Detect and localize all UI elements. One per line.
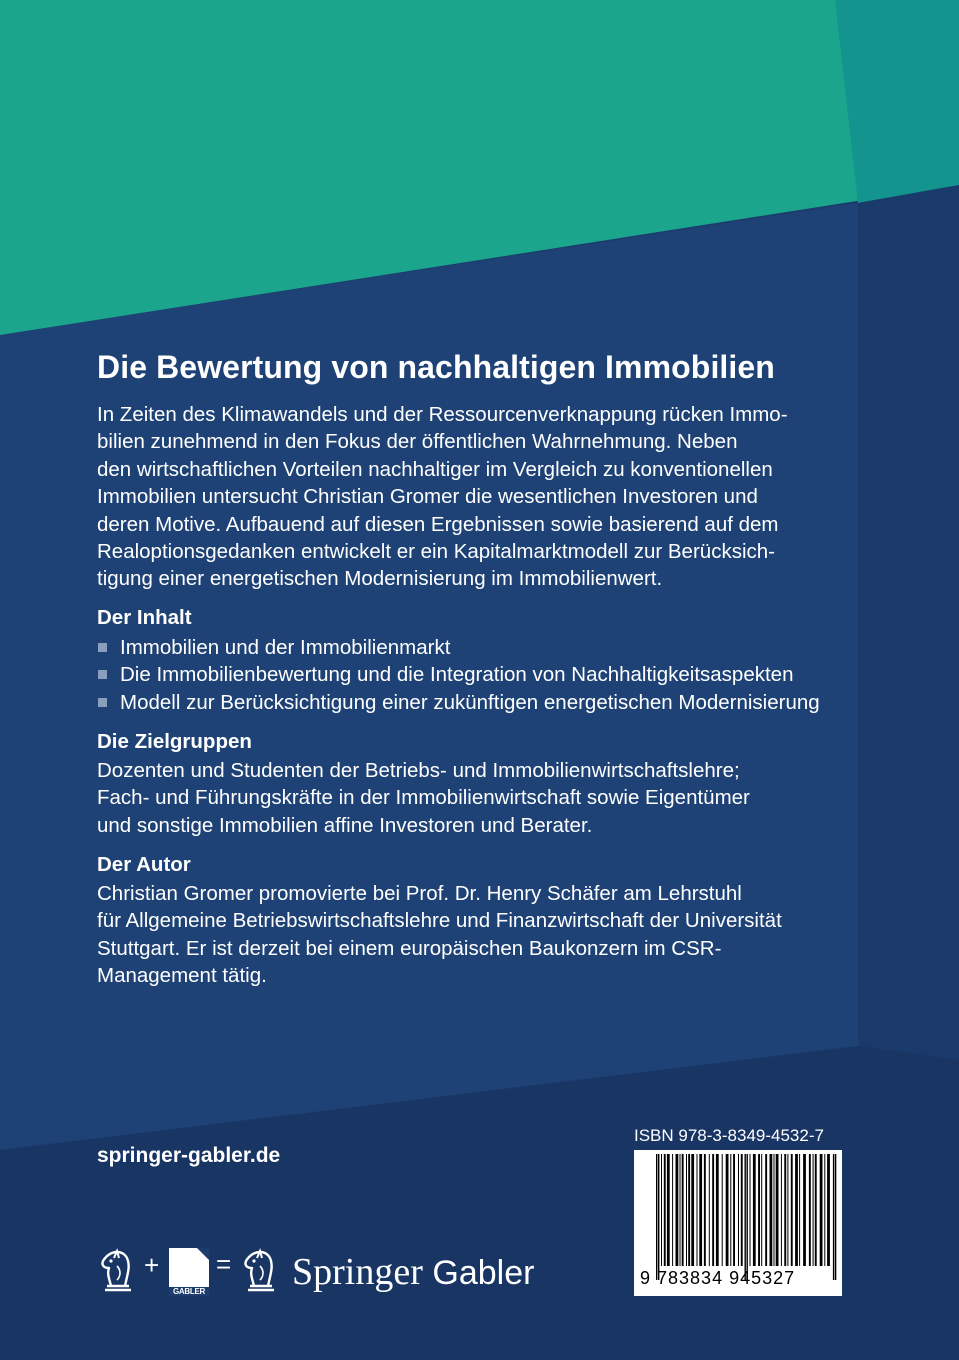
barcode-bar — [664, 1154, 666, 1266]
barcode-bar — [791, 1154, 793, 1266]
barcode-bar — [722, 1154, 723, 1266]
navy-top-right-panel — [858, 185, 959, 1060]
autor-heading: Der Autor — [97, 853, 191, 876]
autor-paragraph — [97, 880, 782, 990]
autor-line: Stuttgart. Er ist derzeit bei einem europäischen Baukonzern im CSR- — [97, 936, 722, 960]
barcode-bar — [676, 1154, 679, 1266]
autor-line: Christian Gromer promovierte bei Prof. Dr. Henry Schäfer am Lehrstuhl — [97, 882, 742, 905]
inhalt-item — [97, 661, 820, 688]
barcode-bar — [753, 1154, 756, 1266]
inhalt-item — [97, 689, 820, 716]
gabler-logo-label: GABLER — [169, 1287, 209, 1296]
barcode-bar — [661, 1154, 662, 1266]
barcode-bar — [688, 1154, 690, 1266]
zielgruppen-line: und sonstige Immobilien affine Investoren und Berater. — [97, 813, 593, 837]
barcode-bar — [827, 1154, 830, 1266]
springer-knight-icon — [97, 1246, 139, 1296]
isbn-label: ISBN 978-3-8349-4532-7 — [634, 1126, 824, 1145]
inhalt-item — [97, 634, 820, 661]
equals-sign: = — [216, 1249, 232, 1279]
barcode-bar — [758, 1154, 760, 1266]
intro-line: deren Motive. Aufbauend auf diesen Ergebnissen sowie basierend auf dem — [97, 512, 779, 536]
springer-gabler-knight-icon — [240, 1246, 282, 1296]
barcode-bar — [803, 1154, 806, 1266]
barcode-guard-bar — [747, 1154, 748, 1280]
barcode-bar — [787, 1154, 788, 1266]
barcode-bar — [733, 1154, 735, 1266]
barcode-bar — [686, 1154, 687, 1266]
barcode-bar — [680, 1154, 681, 1266]
barcode-bar — [813, 1154, 814, 1266]
wordmark-springer: Springer — [292, 1251, 423, 1293]
barcode-guard-bar — [833, 1154, 834, 1280]
barcode-bar — [761, 1154, 762, 1266]
barcode-bar — [697, 1154, 698, 1266]
barcode — [634, 1150, 842, 1296]
barcode-bar — [691, 1154, 694, 1266]
barcode-bar — [712, 1154, 714, 1266]
autor-line: für Allgemeine Betriebswirtschaftslehre und Finanzwirtschaft der Universität — [97, 909, 782, 933]
gabler-logo-corner — [197, 1248, 209, 1260]
barcode-bar — [667, 1154, 670, 1266]
intro-paragraph — [97, 401, 788, 593]
zielgruppen-heading: Die Zielgruppen — [97, 730, 252, 753]
barcode-guard-bar — [745, 1154, 746, 1280]
book-title: Die Bewertung von nachhaltigen Immobilien — [97, 349, 775, 385]
barcode-guard-bar — [658, 1154, 659, 1280]
barcode-bar — [750, 1154, 751, 1266]
barcode-bar — [699, 1154, 702, 1266]
autor-line: Management tätig. — [97, 964, 267, 988]
intro-line: den wirtschaftlichen Vorteilen nachhaltiger im Vergleich zu konventionellen — [97, 457, 773, 481]
barcode-bar — [784, 1154, 786, 1266]
barcode-bar — [709, 1154, 710, 1266]
barcode-bar — [815, 1154, 817, 1266]
square-bullet-icon — [98, 643, 107, 652]
gabler-logo — [169, 1248, 209, 1296]
publisher-logo-row — [97, 1240, 537, 1300]
zielgruppen-line: Dozenten und Studenten der Betriebs- und Immobilienwirtschaftslehre; — [97, 759, 740, 782]
inhalt-item-text: Die Immobilienbewertung und die Integration von Nachhaltigkeitsaspekten — [120, 663, 794, 687]
zielgruppen-paragraph — [97, 757, 750, 839]
barcode-guard-bar — [656, 1154, 657, 1280]
inhalt-item-text: Immobilien und der Immobilienmarkt — [120, 636, 451, 659]
square-bullet-icon — [98, 698, 107, 707]
plus-sign: + — [144, 1250, 160, 1280]
springer-gabler-wordmark — [292, 1250, 534, 1294]
barcode-bar — [704, 1154, 706, 1266]
barcode-bar — [824, 1154, 825, 1266]
barcode-bar — [738, 1154, 739, 1266]
barcode-bar — [716, 1154, 719, 1266]
barcode-bar — [776, 1154, 779, 1266]
square-bullet-icon — [98, 670, 107, 679]
barcode-digits: 9 783834 945327 — [640, 1268, 796, 1288]
barcode-bar — [774, 1154, 775, 1266]
barcode-bar — [682, 1154, 684, 1266]
website-link[interactable]: springer-gabler.de — [97, 1144, 281, 1167]
inhalt-item-text: Modell zur Berücksichtigung einer zukünftigen energetischen Modernisierung — [120, 690, 820, 714]
barcode-bar — [781, 1154, 782, 1266]
barcode-bar — [795, 1154, 798, 1266]
barcode-bar — [765, 1154, 767, 1266]
inhalt-heading: Der Inhalt — [97, 606, 192, 629]
intro-line: Realoptionsgedanken entwickelt er ein Kapitalmarktmodell zur Berücksich- — [97, 540, 775, 564]
intro-line: Immobilien untersucht Christian Gromer die wesentlichen Investoren und — [97, 485, 758, 509]
barcode-guard-bar — [835, 1154, 836, 1280]
inhalt-list — [97, 634, 820, 716]
barcode-bar — [799, 1154, 800, 1266]
barcode-bar — [730, 1154, 731, 1266]
zielgruppen-line: Fach- und Führungskräfte in der Immobilienwirtschaft sowie Eigentümer — [97, 786, 750, 810]
barcode-bar — [741, 1154, 743, 1266]
barcode-bar — [770, 1154, 773, 1266]
barcode-bar — [672, 1154, 673, 1266]
barcode-bar — [726, 1154, 729, 1266]
intro-line: In Zeiten des Klimawandels und der Ressourcenverknappung rücken Immo- — [97, 403, 788, 426]
barcode-bar — [820, 1154, 823, 1266]
wordmark-gabler: Gabler — [432, 1254, 535, 1292]
intro-line: tigung einer energetischen Modernisierung im Immobilienwert. — [97, 567, 663, 591]
intro-line: bilien zunehmend in den Fokus der öffentlichen Wahrnehmung. Neben — [97, 430, 738, 454]
barcode-bar — [809, 1154, 811, 1266]
